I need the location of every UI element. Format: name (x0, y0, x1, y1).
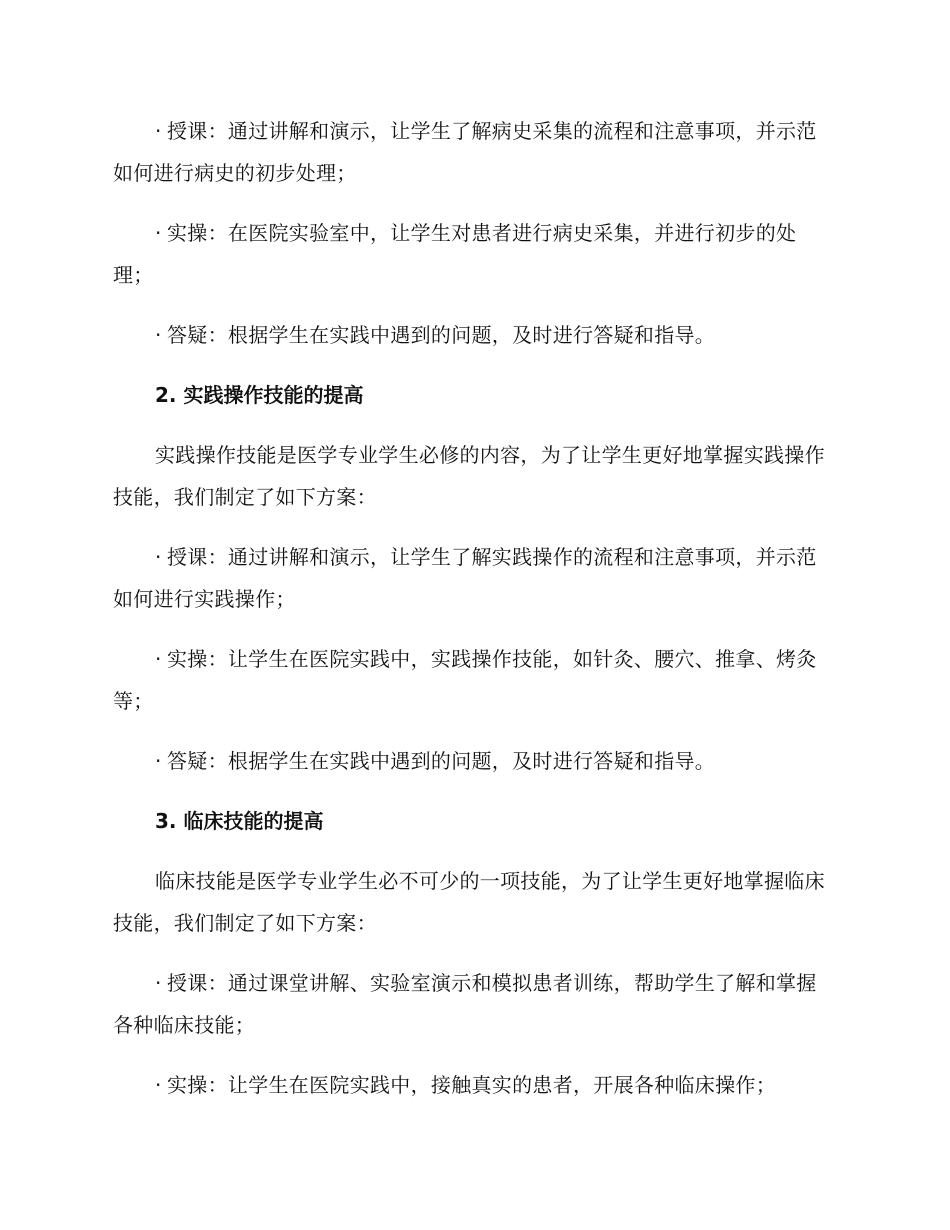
bullet-item (113, 536, 833, 620)
bullet-dot: · (155, 971, 162, 995)
bullet-text: 授课：通过课堂讲解、实验室演示和模拟患者训练，帮助学生了解和掌握各种临床技能； (113, 971, 817, 1037)
bullet-dot: · (155, 749, 162, 773)
bullet-dot: · (155, 221, 162, 245)
bullet-dot: · (155, 323, 162, 347)
body-paragraph: 临床技能是医学专业学生必不可少的一项技能，为了让学生更好地掌握临床技能，我们制定了如下方案： (113, 869, 825, 935)
body-paragraph: 实践操作技能是医学专业学生必修的内容，为了让学生更好地掌握实践操作技能，我们制定了如下方案： (113, 443, 825, 509)
bullet-text: 实操：让学生在医院实践中，接触真实的患者，开展各种临床操作； (167, 1073, 776, 1097)
bullet-item (113, 314, 833, 356)
bullet-dot: · (155, 545, 162, 569)
bullet-item (113, 740, 833, 782)
bullet-text: 答疑：根据学生在实践中遇到的问题，及时进行答疑和指导。 (167, 323, 716, 347)
section-heading: 3. 临床技能的提高 (155, 809, 324, 833)
bullet-text: 授课：通过讲解和演示，让学生了解病史采集的流程和注意事项，并示范如何进行病史的初步处理； (113, 119, 817, 185)
bullet-text: 答疑：根据学生在实践中遇到的问题，及时进行答疑和指导。 (167, 749, 716, 773)
bullet-dot: · (155, 119, 162, 143)
bullet-item (113, 962, 833, 1046)
bullet-item (113, 110, 833, 194)
bullet-item (113, 212, 833, 296)
bullet-text: 实操：在医院实验室中，让学生对患者进行病史采集，并进行初步的处理； (113, 221, 797, 287)
document-page (113, 110, 833, 1124)
bullet-item (113, 1064, 833, 1106)
bullet-dot: · (155, 1073, 162, 1097)
bullet-item (113, 638, 833, 722)
section-heading: 2. 实践操作技能的提高 (155, 383, 364, 407)
bullet-dot: · (155, 647, 162, 671)
bullet-text: 实操：让学生在医院实践中，实践操作技能，如针灸、腰穴、推拿、烤灸等； (113, 647, 817, 713)
bullet-text: 授课：通过讲解和演示，让学生了解实践操作的流程和注意事项，并示范如何进行实践操作； (113, 545, 817, 611)
